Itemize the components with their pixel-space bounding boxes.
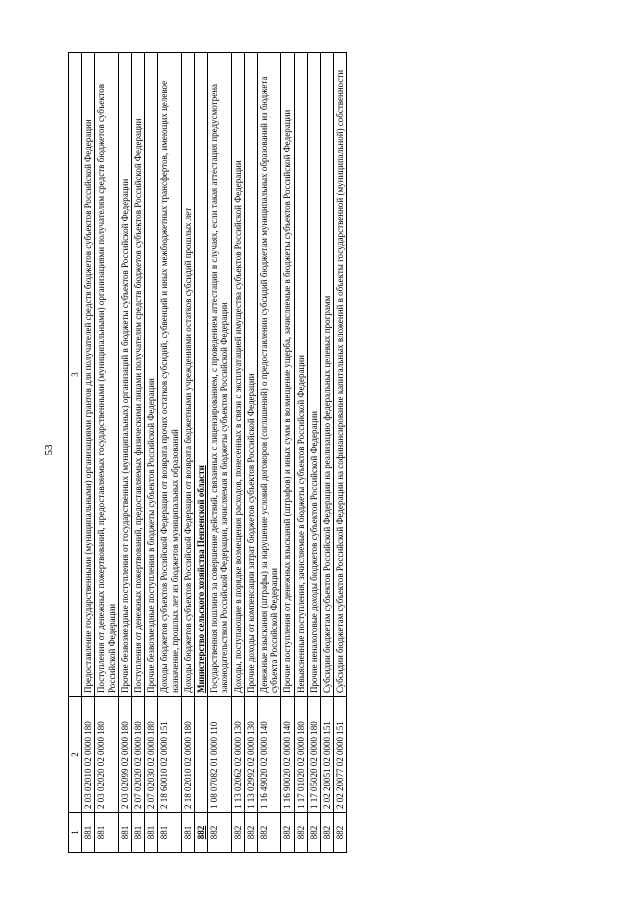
revenue-code-cell: 2 02 20051 02 0000 151 <box>321 697 334 813</box>
revenue-code-cell: 1 16 90020 02 0000 140 <box>281 697 294 813</box>
admin-code-cell: 882 <box>307 813 320 853</box>
table-row <box>208 53 231 853</box>
table-body <box>82 53 347 853</box>
admin-code-cell: 882 <box>281 813 294 853</box>
revenue-code-cell: 2 07 02020 02 0000 180 <box>132 697 145 813</box>
table-row <box>145 53 158 853</box>
revenue-name-cell: Государственная пошлина за совершение действий, связанных с лицензированием, с проведением аттестации в случаях, если такая аттестация предусмотрена законодательством Российской Федерации, зачисляемая в бюджеты субъектов Российской Федерации <box>208 53 231 697</box>
revenue-name-cell: Невыясненные поступления, зачисляемые в бюджеты субъектов Российской Федерации <box>294 53 307 697</box>
revenue-name-cell: Доходы бюджетов субъектов Российской Федерации от возврата бюджетными учреждениями остатков субсидий прошлых лет <box>181 53 194 697</box>
admin-code-cell: 882 <box>195 813 208 853</box>
admin-code-cell: 882 <box>231 813 244 853</box>
revenue-name-cell: Министерство сельского хозяйства Пензенской области <box>195 53 208 697</box>
revenue-name-cell: Предоставление государственными (муниципальными) организациями грантов для получателей средств бюджетов субъектов Российской Федерации <box>82 53 95 697</box>
revenue-name-cell: Субсидии бюджетам субъектов Российской Федерации на софинансирование капитальных вложений в объекты государственной (муниципальной) собственности <box>334 53 347 697</box>
revenue-code-cell: 2 18 60010 02 0000 151 <box>158 697 181 813</box>
admin-code-cell: 881 <box>181 813 194 853</box>
column-header-1: 1 <box>69 813 82 853</box>
revenue-name-cell: Субсидии бюджетам субъектов Российской Федерации на реализацию федеральных целевых программ <box>321 53 334 697</box>
admin-code-cell: 881 <box>95 813 118 853</box>
revenue-name-cell: Прочие неналоговые доходы бюджетов субъектов Российской Федерации <box>307 53 320 697</box>
admin-code-cell: 881 <box>145 813 158 853</box>
revenue-name-cell: Доходы бюджетов субъектов Российской Федерации от возврата прочих остатков субсидий, субвенций и иных межбюджетных трансфертов, имеющих целевое назначение, прошлых лет из бюджетов муниципальных образований <box>158 53 181 697</box>
admin-code-cell: 881 <box>158 813 181 853</box>
table-header-row <box>69 53 82 853</box>
table-row <box>95 53 118 853</box>
table-row <box>307 53 320 853</box>
revenue-code-cell: 1 17 05020 02 0000 180 <box>307 697 320 813</box>
revenue-code-cell: 1 13 02992 02 0000 130 <box>244 697 257 813</box>
table-row <box>321 53 334 853</box>
admin-code-cell: 881 <box>132 813 145 853</box>
revenue-name-cell: Доходы, поступающие в порядке возмещения расходов, понесенных в связи с эксплуатацией имущества субъектов Российской Федерации <box>231 53 244 697</box>
table-row <box>258 53 281 853</box>
revenue-code-cell: 2 02 20077 02 0000 151 <box>334 697 347 813</box>
revenue-code-cell <box>195 697 208 813</box>
page-number: 53 <box>43 444 55 456</box>
table-row <box>294 53 307 853</box>
table-row <box>244 53 257 853</box>
table-row <box>334 53 347 853</box>
admin-code-cell: 881 <box>82 813 95 853</box>
revenue-code-cell: 2 03 02020 02 0000 180 <box>95 697 118 813</box>
revenue-codes-table <box>68 52 347 853</box>
admin-code-cell: 882 <box>321 813 334 853</box>
column-header-2: 2 <box>69 697 82 813</box>
revenue-name-cell: Прочие поступления от денежных взысканий (штрафов) и иных сумм в возмещение ущерба, зачисляемые в бюджеты субъектов Российской Федерации <box>281 53 294 697</box>
revenue-code-cell: 2 18 02010 02 0000 180 <box>181 697 194 813</box>
revenue-code-cell: 1 16 49020 02 0000 140 <box>258 697 281 813</box>
admin-code-cell: 882 <box>258 813 281 853</box>
revenue-code-cell: 2 03 02010 02 0000 180 <box>82 697 95 813</box>
revenue-code-cell: 2 07 02030 02 0000 180 <box>145 697 158 813</box>
table-section-header-row <box>195 53 208 853</box>
revenue-code-cell: 2 03 02099 02 0000 180 <box>118 697 131 813</box>
admin-code-cell: 882 <box>208 813 231 853</box>
revenue-name-cell: Прочие доходы от компенсации затрат бюджетов субъектов Российской Федерации <box>244 53 257 697</box>
table-row <box>158 53 181 853</box>
revenue-name-cell: Денежные взыскания (штрафы) за нарушение условий договоров (соглашений) о предоставлении субсидий бюджетам муниципальных образований из бюджета субъекта Российской Федерации <box>258 53 281 697</box>
table-row <box>82 53 95 853</box>
table-row <box>231 53 244 853</box>
revenue-code-cell: 1 08 07082 01 0000 110 <box>208 697 231 813</box>
revenue-code-cell: 1 13 02062 02 0000 130 <box>231 697 244 813</box>
admin-code-cell: 882 <box>294 813 307 853</box>
revenue-name-cell: Прочие безвозмездные поступления в бюджеты субъектов Российской Федерации <box>145 53 158 697</box>
revenue-code-cell: 1 17 01020 02 0000 180 <box>294 697 307 813</box>
revenue-name-cell: Поступления от денежных пожертвований, предоставляемых физическими лицами получателям средств бюджетов субъектов Российской Федерации <box>132 53 145 697</box>
admin-code-cell: 882 <box>244 813 257 853</box>
rotated-table-container <box>68 53 628 853</box>
table-row <box>281 53 294 853</box>
revenue-name-cell: Прочие безвозмездные поступления от государственных (муниципальных) организаций в бюджеты субъектов Российской Федерации <box>118 53 131 697</box>
table-row <box>118 53 131 853</box>
column-header-3: 3 <box>69 53 82 697</box>
table-row <box>181 53 194 853</box>
table-row <box>132 53 145 853</box>
admin-code-cell: 882 <box>334 813 347 853</box>
admin-code-cell: 881 <box>118 813 131 853</box>
revenue-name-cell: Поступления от денежных пожертвований, предоставляемых государственными (муниципальными) организациями получателям средств бюджетов субъектов Российской Федерации <box>95 53 118 697</box>
